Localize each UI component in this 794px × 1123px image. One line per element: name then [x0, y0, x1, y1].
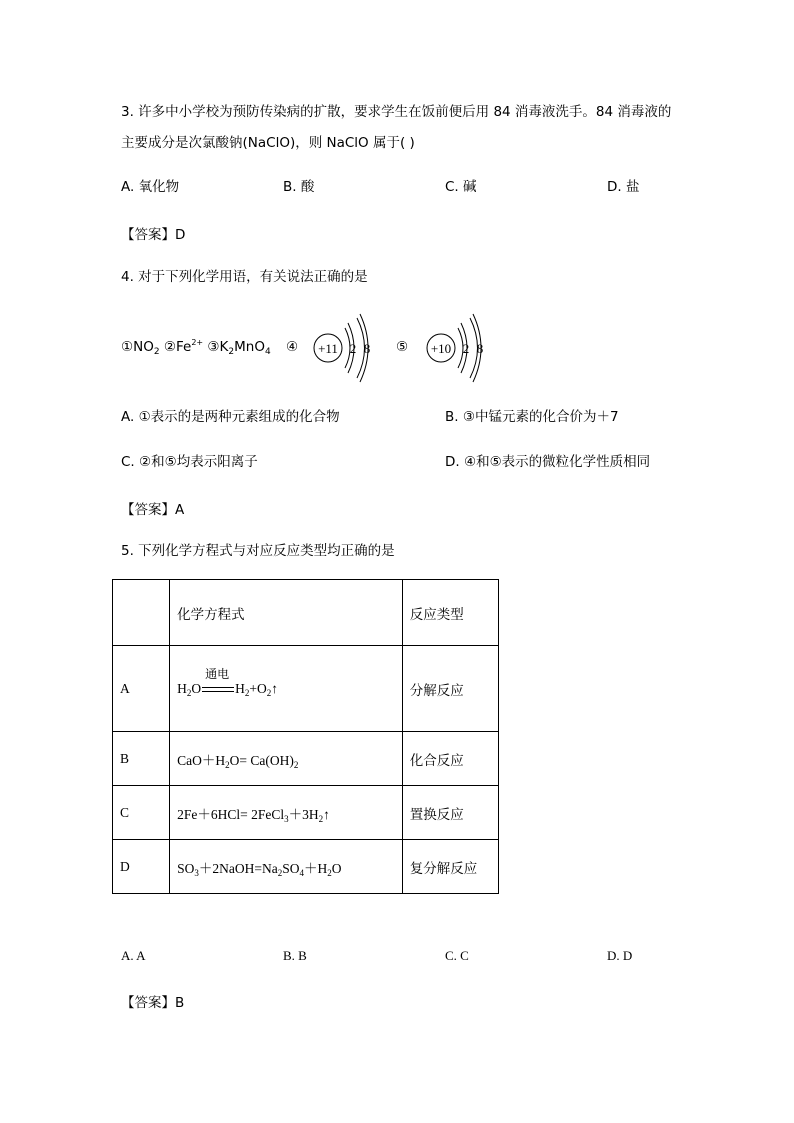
atom-structure-diagram-5 — [423, 313, 493, 383]
item2-superscript: 2+ — [191, 338, 204, 347]
q5-option-c: C. C — [445, 948, 469, 963]
equation-a: $H_2O$ 通电 $H_2+O_2↑$ — [170, 646, 403, 732]
shell1-electrons: 2 — [349, 341, 357, 356]
q5-stem: 5. 下列化学方程式与对应反应类型均正确的是 — [121, 543, 395, 559]
q4-answer — [121, 498, 184, 518]
equation-d: $SO_3+2NaOH=Na_2SO_4+H_2O$ — [170, 840, 403, 894]
answer-label: 【答案】 — [121, 502, 175, 518]
item2-number: ② — [163, 339, 176, 355]
q5-option-d: D. D — [607, 948, 633, 963]
item3-number: ③ — [207, 339, 220, 355]
item3-subscript-1: 2 — [228, 347, 235, 357]
equation-c: $2Fe+6HCl= 2FeCl_3+3H_2↑$ — [170, 786, 403, 840]
item1-number: ① — [121, 339, 134, 355]
shell2-electrons: 8 — [476, 341, 484, 356]
q3-option-a: A. 氧化物 — [121, 179, 180, 195]
reaction-type: 复分解反应 — [402, 840, 498, 894]
q4-option-d: D. ④和⑤表示的微粒化学性质相同 — [445, 454, 651, 470]
nucleus-charge: +11 — [318, 341, 338, 356]
item2-formula: Fe — [175, 339, 192, 355]
q3-option-d: D. 盐 — [607, 179, 640, 195]
q3-option-b: B. 酸 — [283, 179, 315, 195]
q4-option-b: B. ③中锰元素的化合价为＋7 — [445, 409, 619, 425]
reaction-type: 化合反应 — [402, 732, 498, 786]
shell1-electrons: 2 — [462, 341, 470, 356]
item1-formula: NO — [133, 339, 154, 355]
item4-number: ④ — [286, 339, 299, 355]
item3-formula-k: K — [219, 339, 229, 355]
equation-b: $CaO+H_2O= Ca(OH)_2$ — [170, 732, 403, 786]
reaction-type: 分解反应 — [402, 646, 498, 732]
item3-subscript-2: 4 — [264, 347, 271, 357]
item5-number: ⑤ — [396, 339, 409, 355]
reaction-condition: 通电 — [201, 681, 235, 697]
table-row — [113, 840, 499, 894]
header-cell-blank — [113, 580, 170, 646]
answer-value: B — [175, 995, 185, 1011]
answer-label: 【答案】 — [121, 227, 175, 243]
header-cell-equation: 化学方程式 — [170, 580, 403, 646]
nucleus-charge: +10 — [430, 341, 452, 356]
header-cell-type: 反应类型 — [402, 580, 498, 646]
answer-value: D — [175, 227, 186, 243]
reaction-table — [112, 579, 499, 894]
q3-answer — [121, 223, 185, 243]
q4-stem: 4. 对于下列化学用语，有关说法正确的是 — [121, 269, 368, 285]
answer-label: 【答案】 — [121, 995, 175, 1011]
table-row — [113, 646, 499, 732]
answer-value: A — [175, 502, 185, 518]
q4-option-c: C. ②和⑤均表示阳离子 — [121, 454, 258, 470]
q5-option-b: B. B — [283, 948, 307, 963]
atom-structure-diagram-4 — [310, 313, 380, 383]
table-row — [113, 786, 499, 840]
row-label: B — [113, 732, 170, 786]
q3-line2: 主要成分是次氯酸钠(NaClO)，则 NaClO 属于( ) — [121, 135, 415, 151]
item3-formula-mno: MnO — [234, 339, 265, 355]
shell2-electrons: 8 — [363, 341, 371, 356]
table-row — [113, 732, 499, 786]
q5-answer — [121, 991, 184, 1011]
equals-bar — [202, 687, 234, 692]
reaction-type: 置换反应 — [402, 786, 498, 840]
q4-option-a: A. ①表示的是两种元素组成的化合物 — [121, 409, 340, 425]
row-label: D — [113, 840, 170, 894]
item1-subscript: 2 — [153, 347, 160, 357]
row-label: C — [113, 786, 170, 840]
q5-option-a: A. A — [121, 948, 146, 963]
q4-symbols — [121, 338, 271, 356]
table-header-row — [113, 580, 499, 646]
q3-line1: 3. 许多中小学校为预防传染病的扩散，要求学生在饭前便后用 84 消毒液洗手。84 消毒液的 — [121, 104, 672, 120]
q3-option-c: C. 碱 — [445, 179, 477, 195]
row-label: A — [113, 646, 170, 732]
